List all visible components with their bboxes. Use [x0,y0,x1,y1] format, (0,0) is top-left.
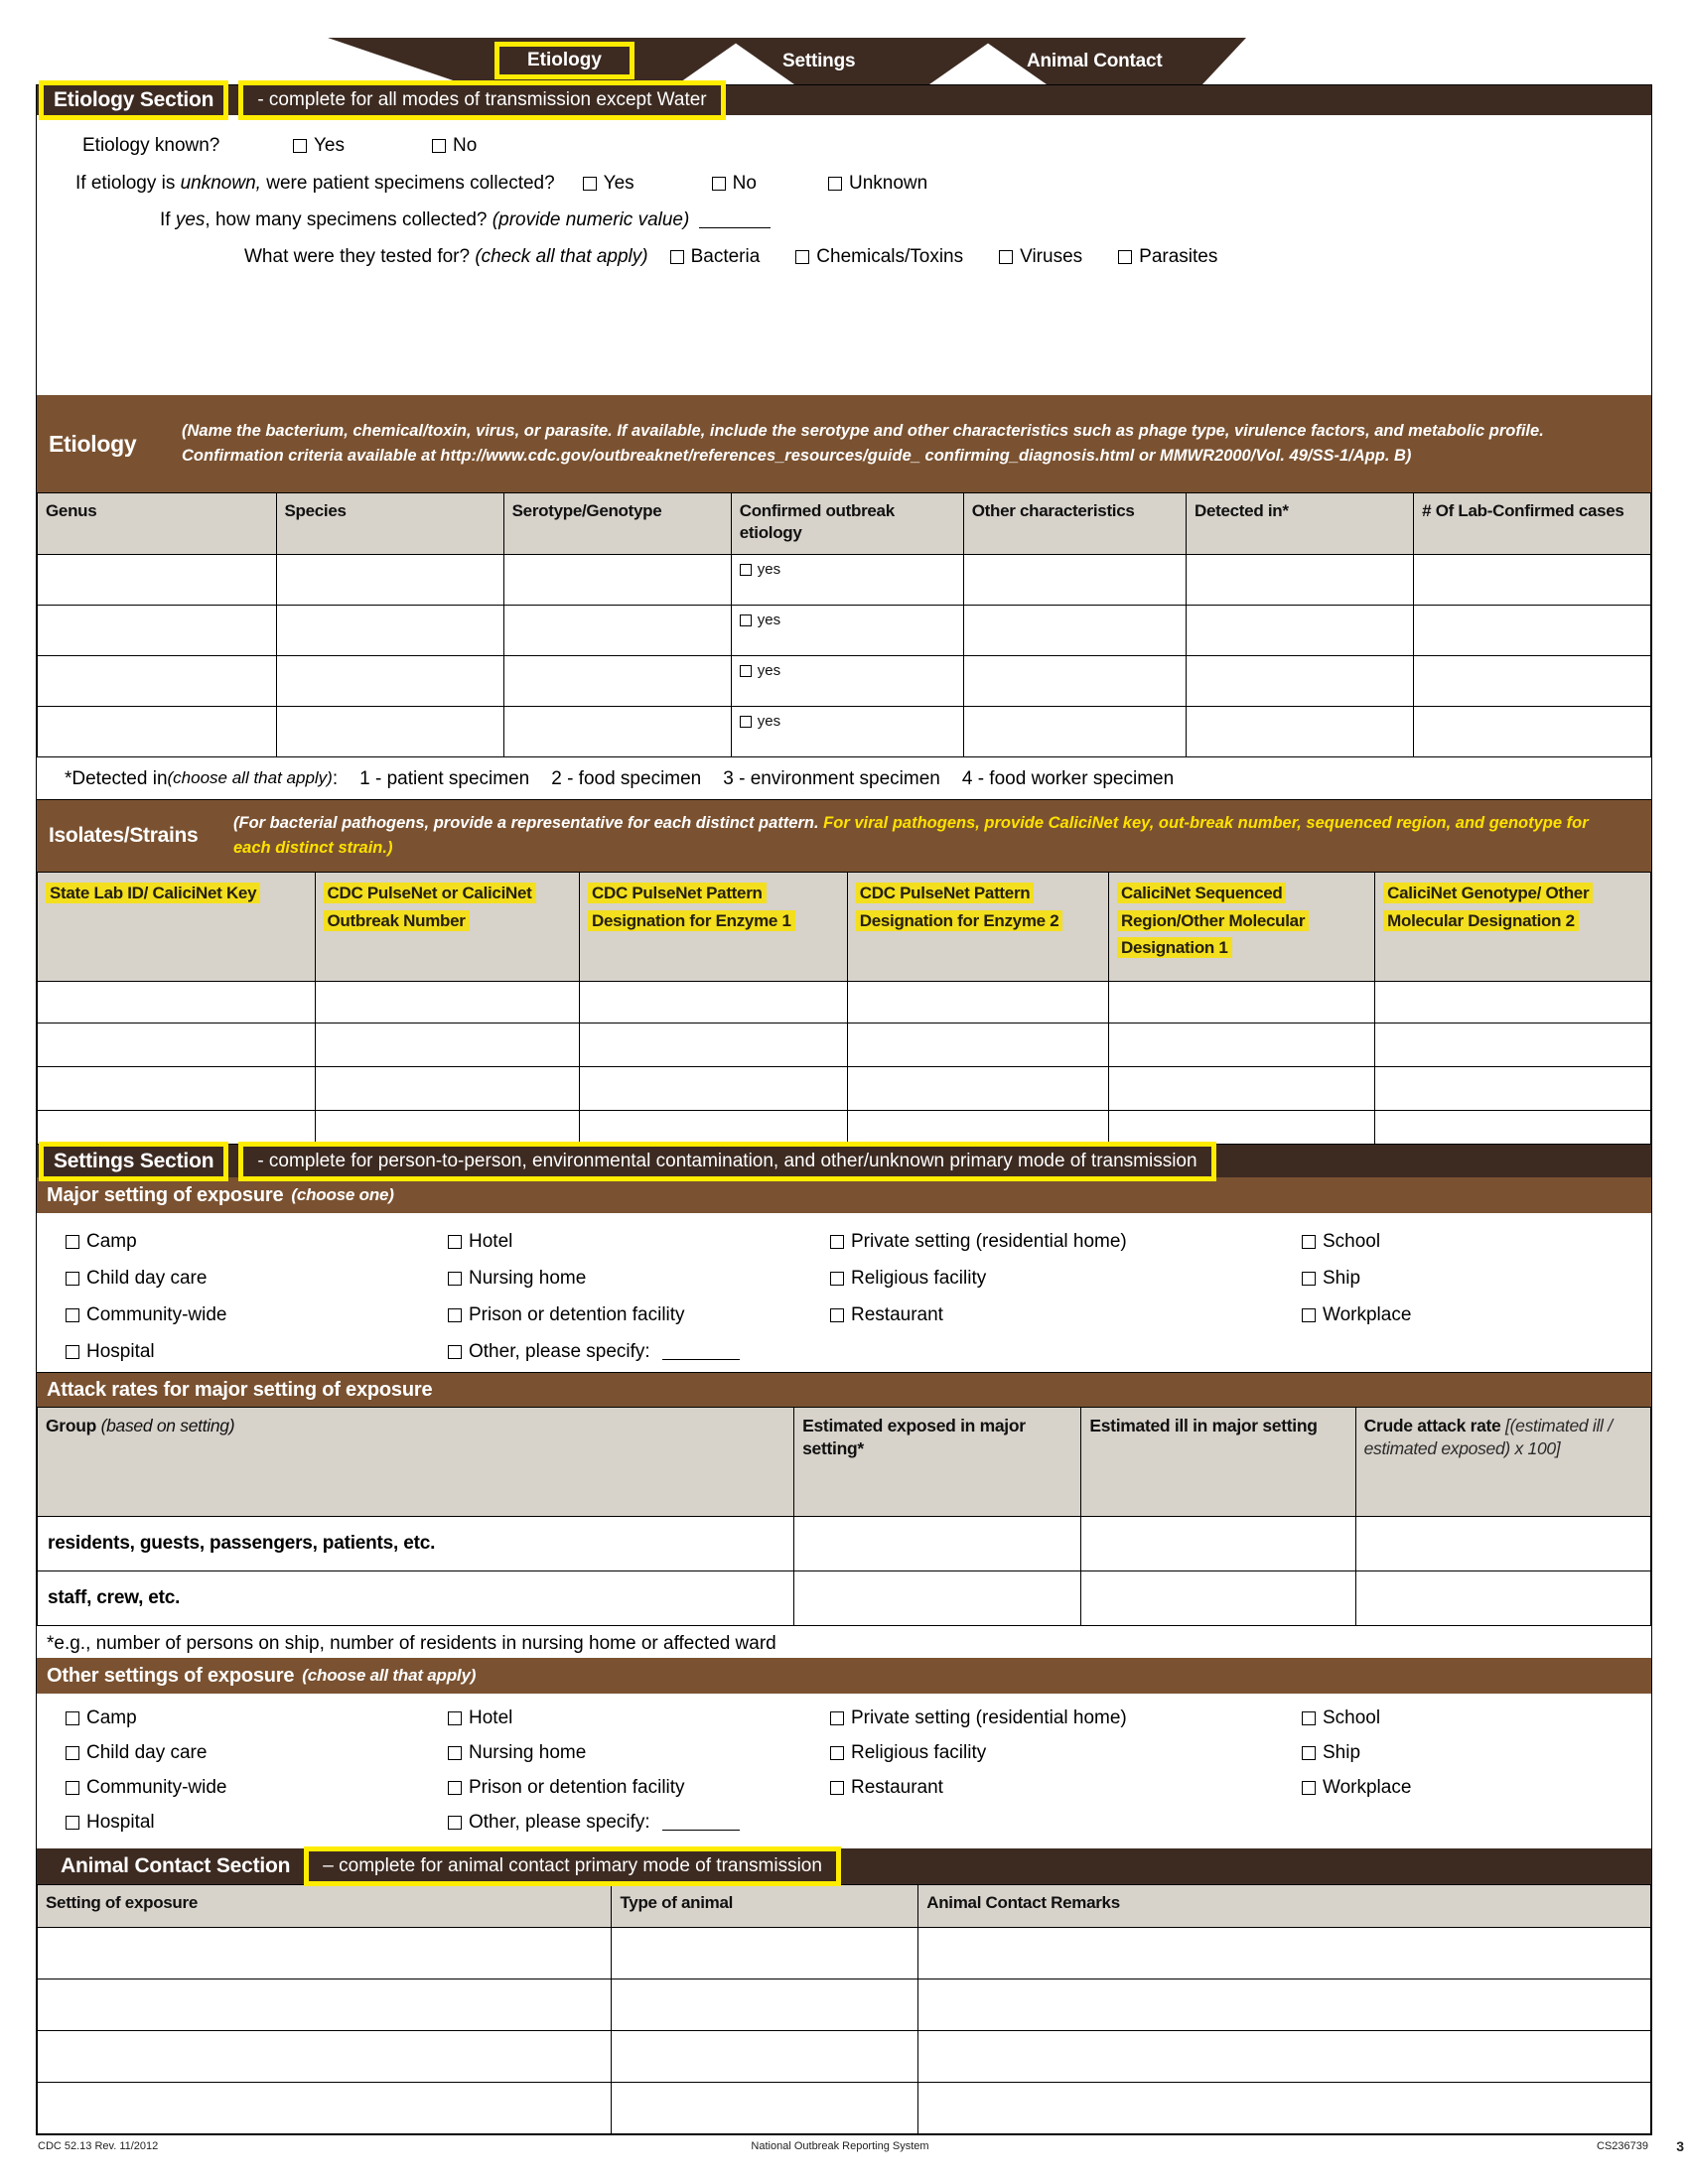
isolates-col-state-lab-id [38,873,316,982]
option-label: Workplace [1323,1777,1412,1798]
species-input-cell[interactable] [276,555,503,606]
specimens-no-label: No [732,173,757,194]
settings-section-title: Settings Section [39,1142,228,1181]
other-prison-checkbox[interactable] [448,1781,462,1795]
etiology-col-genus: Genus [38,493,277,555]
specimens-yes-label: Yes [603,173,634,194]
serotype-input-cell[interactable] [503,606,731,656]
isolates-input-cell[interactable] [315,1067,580,1111]
option-label: Workplace [1323,1304,1412,1325]
major-restaurant-checkbox[interactable] [830,1308,844,1322]
specimens-q-post: were patient specimens collected? [260,173,555,194]
crude-rate-input-cell[interactable] [1355,1571,1650,1626]
isolates-header-text: CaliciNet Sequenced Region/Other Molecular Designation 1 [1117,883,1309,958]
serotype-input-cell[interactable] [503,555,731,606]
detected-in-input-cell[interactable] [1187,656,1414,707]
isolates-note-yellow: For viral pathogens, provide CaliciNet key, out-break number, sequenced region, and genotype for each distinct strain.) [233,814,1589,857]
option-label: Child day care [86,1742,208,1763]
animal-type-input-cell[interactable] [612,1928,918,1979]
footer-page-number: 3 [1676,2138,1684,2154]
etiology-known-label: Etiology known? [82,135,220,156]
major-setting-heading: Major setting of exposure [47,1183,284,1206]
spacer [37,1841,1651,1848]
other-child-day-care-checkbox[interactable] [66,1746,79,1760]
settings-section-subtitle: - complete for person-to-person, environmental contamination, and other/unknown primary mode of transmission [238,1142,1215,1181]
other-hospital-checkbox[interactable] [66,1816,79,1830]
confirmed-yes-label: yes [757,662,781,679]
isolates-banner-note [233,811,1633,861]
confirmed-yes-label: yes [757,561,781,578]
question-tested-for [244,246,1651,268]
crude-rate-input-cell[interactable] [1355,1517,1650,1571]
other-settings-banner [37,1658,1651,1694]
options-column-4 [1302,1707,1411,1799]
option-label: Private setting (residential home) [851,1707,1127,1728]
group-header-qualifier: (based on setting) [100,1416,235,1435]
lab-confirmed-input-cell[interactable] [1414,555,1651,606]
option-label: Religious facility [851,1268,987,1289]
option-label: Community-wide [86,1777,227,1798]
major-ship-checkbox[interactable] [1302,1272,1316,1286]
other-nursing-home-checkbox[interactable] [448,1746,462,1760]
option-label: Other, please specify: [469,1812,650,1833]
animal-type-input-cell[interactable] [612,2031,918,2083]
major-private-setting-checkbox[interactable] [830,1235,844,1249]
isolates-row [38,1067,1651,1111]
isolates-col-sequenced-region [1109,873,1375,982]
isolates-row [38,982,1651,1024]
crude-header-qualifier: [(estimated ill / estimated exposed) x 100] [1363,1416,1613,1458]
option-label: Camp [86,1707,137,1728]
other-community-wide-checkbox[interactable] [66,1781,79,1795]
isolates-header-text: CaliciNet Genotype/ Other Molecular Designation 2 [1383,883,1593,931]
attack-row-residents [38,1517,1651,1571]
isolates-input-cell[interactable] [847,1024,1108,1067]
etiology-known-no-label: No [453,135,478,156]
attack-rates-banner [37,1372,1651,1407]
confirmed-etiology-cell [731,606,963,656]
etiology-col-lab-confirmed: # Of Lab-Confirmed cases [1414,493,1651,555]
option-label: Community-wide [86,1304,227,1325]
isolates-col-enzyme1 [580,873,848,982]
animal-setting-input-cell[interactable] [38,2031,612,2083]
animal-contact-title: Animal Contact Section [61,1854,291,1877]
major-school-checkbox[interactable] [1302,1235,1316,1249]
animal-col-setting: Setting of exposure [38,1885,612,1928]
serotype-input-cell[interactable] [503,656,731,707]
etiology-table [37,492,1651,757]
animal-remarks-input-cell[interactable] [918,2083,1651,2134]
option-label: Hospital [86,1812,155,1833]
option-label: School [1323,1707,1381,1728]
option-label: Other, please specify: [469,1341,650,1362]
isolates-input-cell[interactable] [580,1067,848,1111]
etiology-col-serotype: Serotype/Genotype [503,493,731,555]
isolates-input-cell[interactable] [1109,1067,1375,1111]
isolates-input-cell[interactable] [1109,1024,1375,1067]
outbreak-form-page [36,84,1652,2135]
attack-rates-title: Attack rates for major setting of exposure [47,1378,433,1401]
crude-header-bold: Crude attack rate [1363,1416,1506,1435]
detected-in-input-cell[interactable] [1187,707,1414,757]
isolates-header-text: CDC PulseNet or CaliciNet Outbreak Number [324,883,536,931]
major-setting-options [37,1213,1651,1372]
confirmed-yes-checkbox[interactable] [740,614,752,626]
count-q-mid: , how many specimens collected? [205,209,492,230]
option-label: Nursing home [469,1742,587,1763]
confirmed-yes-checkbox[interactable] [740,665,752,677]
etiology-questions [37,115,1651,395]
animal-remarks-input-cell[interactable] [918,2031,1651,2083]
species-input-cell[interactable] [276,656,503,707]
isolates-row [38,1111,1651,1145]
species-input-cell[interactable] [276,707,503,757]
major-religious-facility-checkbox[interactable] [830,1272,844,1286]
etiology-section-subtitle: - complete for all modes of transmission except Water [238,80,725,120]
confirmed-yes-checkbox[interactable] [740,564,752,576]
animal-type-input-cell[interactable] [612,2083,918,2134]
confirmed-etiology-cell [731,707,963,757]
other-characteristics-input-cell[interactable] [963,555,1186,606]
option-label: Ship [1323,1268,1361,1289]
isolates-input-cell[interactable] [38,1067,316,1111]
specimens-no-checkbox[interactable] [712,177,726,191]
animal-setting-input-cell[interactable] [38,2083,612,2134]
tested-parasites-checkbox[interactable] [1118,250,1132,264]
question-specimen-count [160,209,1651,231]
option-label: Hospital [86,1341,155,1362]
isolates-table [37,872,1651,1145]
attack-col-crude-rate [1355,1408,1650,1517]
footer-cs-number: CS236739 [1597,2140,1648,2152]
option-label: Hotel [469,1231,513,1252]
genus-input-cell[interactable] [38,707,277,757]
lab-confirmed-input-cell[interactable] [1414,606,1651,656]
detected-in-footnote [37,757,1651,799]
other-characteristics-input-cell[interactable] [963,606,1186,656]
species-input-cell[interactable] [276,606,503,656]
option-label: Prison or detention facility [469,1304,685,1325]
etiology-row [38,606,1651,656]
tested-q-em: (check all that apply) [475,246,648,267]
isolates-input-cell[interactable] [847,1067,1108,1111]
other-other-checkbox[interactable] [448,1816,462,1830]
count-q-em: yes [175,209,206,230]
detected-in-input-cell[interactable] [1187,606,1414,656]
isolates-input-cell[interactable] [1109,1111,1375,1145]
options-column-1 [66,1707,226,1834]
specimens-yes-checkbox[interactable] [583,177,597,191]
isolates-input-cell[interactable] [38,982,316,1024]
isolates-banner-label: Isolates/Strains [49,824,199,847]
options-column-1 [66,1231,226,1363]
confirmed-etiology-cell [731,555,963,606]
option-label: Nursing home [469,1268,587,1289]
animal-row [38,1928,1651,1979]
animal-row [38,2083,1651,2134]
etiology-section-title: Etiology Section [39,80,228,120]
etiology-known-yes-checkbox[interactable] [293,139,307,153]
options-column-2 [448,1707,740,1834]
lab-confirmed-input-cell[interactable] [1414,656,1651,707]
tested-bacteria-label: Bacteria [690,246,761,267]
tab-settings[interactable]: Settings [782,50,856,71]
animal-row [38,2031,1651,2083]
animal-col-type: Type of animal [612,1885,918,1928]
major-community-wide-checkbox[interactable] [66,1308,79,1322]
major-other-specify-blank[interactable] [662,1345,740,1360]
isolates-input-cell[interactable] [1109,982,1375,1024]
tab-bar [328,38,1246,84]
isolates-input-cell[interactable] [38,1111,316,1145]
isolates-col-outbreak-number [315,873,580,982]
confirmed-yes-label: yes [757,713,781,730]
etiology-row [38,555,1651,606]
confirmed-yes-checkbox[interactable] [740,716,752,728]
tested-chemicals-checkbox[interactable] [795,250,809,264]
genus-input-cell[interactable] [38,555,277,606]
settings-section-header [37,1145,1651,1177]
other-settings-options [37,1694,1651,1841]
confirmed-etiology-cell [731,656,963,707]
major-setting-banner [37,1177,1651,1213]
animal-setting-input-cell[interactable] [38,1928,612,1979]
count-q-em2: (provide numeric value) [492,209,690,230]
group-header-bold: Group [46,1416,101,1435]
animal-remarks-input-cell[interactable] [918,1928,1651,1979]
option-label: Private setting (residential home) [851,1231,1127,1252]
tested-q-label: What were they tested for? [244,246,476,267]
isolates-input-cell[interactable] [580,1024,848,1067]
major-camp-checkbox[interactable] [66,1235,79,1249]
detected-footnote-colon: : [332,768,339,789]
other-private-setting-checkbox[interactable] [830,1711,844,1725]
attack-row-staff [38,1571,1651,1626]
options-column-3 [830,1231,1127,1326]
serotype-input-cell[interactable] [503,707,731,757]
detected-footnote-em: (choose all that apply) [167,768,333,787]
other-camp-checkbox[interactable] [66,1711,79,1725]
detected-option-3: 3 - environment specimen [723,768,940,789]
option-label: Ship [1323,1742,1361,1763]
other-hotel-checkbox[interactable] [448,1711,462,1725]
detected-footnote-pre: *Detected in [65,768,168,789]
isolates-input-cell[interactable] [847,982,1108,1024]
major-other-checkbox[interactable] [448,1345,462,1359]
exposed-input-cell[interactable] [794,1517,1081,1571]
animal-contact-table [37,1884,1651,2134]
confirmed-yes-label: yes [757,612,781,628]
tested-viruses-checkbox[interactable] [999,250,1013,264]
isolates-input-cell[interactable] [315,982,580,1024]
count-q-pre: If [160,209,176,230]
tested-parasites-label: Parasites [1139,246,1218,267]
animal-contact-subtitle: – complete for animal contact primary mode of transmission [304,1846,841,1886]
tested-bacteria-checkbox[interactable] [670,250,684,264]
major-hotel-checkbox[interactable] [448,1235,462,1249]
footer-form-number: CDC 52.13 Rev. 11/2012 [38,2140,159,2152]
isolates-input-cell[interactable] [1375,1111,1651,1145]
option-label: Restaurant [851,1777,943,1798]
detected-option-1: 1 - patient specimen [359,768,530,789]
animal-contact-section-header [37,1848,1651,1884]
options-column-2 [448,1231,740,1363]
major-child-day-care-checkbox[interactable] [66,1272,79,1286]
other-characteristics-input-cell[interactable] [963,656,1186,707]
other-specify-blank[interactable] [662,1816,740,1831]
tab-animal-contact[interactable]: Animal Contact [1027,50,1163,71]
isolates-col-enzyme2 [847,873,1108,982]
attack-rates-table [37,1407,1651,1626]
question-specimens-collected [75,173,1651,195]
isolates-input-cell[interactable] [580,1111,848,1145]
etiology-table-banner [37,395,1651,492]
major-setting-qualifier: (choose one) [291,1185,394,1204]
animal-col-remarks: Animal Contact Remarks [918,1885,1651,1928]
options-column-4 [1302,1231,1411,1326]
etiology-col-detected-in: Detected in* [1187,493,1414,555]
isolates-banner [37,799,1651,872]
major-prison-checkbox[interactable] [448,1308,462,1322]
etiology-known-yes-label: Yes [314,135,345,156]
etiology-section-header [37,85,1651,115]
genus-input-cell[interactable] [38,606,277,656]
tested-viruses-label: Viruses [1020,246,1083,267]
detected-option-4: 4 - food worker specimen [961,768,1175,789]
isolates-note-white: (For bacterial pathogens, provide a representative for each distinct pattern. [233,814,824,833]
option-label: Religious facility [851,1742,987,1763]
tab-etiology[interactable] [494,42,634,79]
detected-in-input-cell[interactable] [1187,555,1414,606]
etiology-col-species: Species [276,493,503,555]
etiology-banner-note: (Name the bacterium, chemical/toxin, virus, or parasite. If available, include the serotype and other characteristics such as phage type, virulence factors, and metabolic profile. Confirmation criteria available at http://www.cdc.gov/outbreaknet/references_resources/guide_ confirming_diagnosis.html or MMWR2000/Vol. 49/SS-1/App. B) [182,422,1544,465]
option-label: Hotel [469,1707,513,1728]
isolates-input-cell[interactable] [847,1111,1108,1145]
other-settings-heading: Other settings of exposure [47,1664,295,1687]
other-ship-checkbox[interactable] [1302,1746,1316,1760]
attack-footnote: *e.g., number of persons on ship, number of residents in nursing home or affected ward [47,1633,776,1654]
question-etiology-known [82,115,1651,157]
option-label: School [1323,1231,1381,1252]
attack-col-ill: Estimated ill in major setting [1081,1408,1355,1517]
etiology-known-no-checkbox[interactable] [432,139,446,153]
specimens-q-pre: If etiology is [75,173,181,194]
specimen-count-blank[interactable] [699,213,771,228]
option-label: Prison or detention facility [469,1777,685,1798]
option-label: Child day care [86,1268,208,1289]
etiology-row [38,707,1651,757]
animal-setting-input-cell[interactable] [38,1979,612,2031]
option-label: Restaurant [851,1304,943,1325]
attack-col-group [38,1408,794,1517]
tested-chemicals-label: Chemicals/Toxins [816,246,964,267]
other-settings-qualifier: (choose all that apply) [302,1666,477,1685]
etiology-banner-label: Etiology [49,430,137,457]
attack-group-staff: staff, crew, etc. [38,1571,794,1626]
tab-etiology-label: Etiology [527,50,602,70]
animal-type-input-cell[interactable] [612,1979,918,2031]
footer-system-name: National Outbreak Reporting System [751,2140,929,2152]
exposed-input-cell[interactable] [794,1571,1081,1626]
isolates-input-cell[interactable] [1375,982,1651,1024]
other-characteristics-input-cell[interactable] [963,707,1186,757]
option-label: Camp [86,1231,137,1252]
major-hospital-checkbox[interactable] [66,1345,79,1359]
other-religious-facility-checkbox[interactable] [830,1746,844,1760]
ill-input-cell[interactable] [1081,1571,1355,1626]
isolates-input-cell[interactable] [1375,1067,1651,1111]
genus-input-cell[interactable] [38,656,277,707]
isolates-header-text: CDC PulseNet Pattern Designation for Enzyme 2 [856,883,1063,931]
attack-group-residents: residents, guests, passengers, patients, etc. [38,1517,794,1571]
isolates-input-cell[interactable] [315,1024,580,1067]
etiology-col-confirmed: Confirmed outbreak etiology [731,493,963,555]
major-workplace-checkbox[interactable] [1302,1308,1316,1322]
isolates-row [38,1024,1651,1067]
isolates-input-cell[interactable] [315,1111,580,1145]
etiology-row [38,656,1651,707]
isolates-input-cell[interactable] [38,1024,316,1067]
animal-remarks-input-cell[interactable] [918,1979,1651,2031]
ill-input-cell[interactable] [1081,1517,1355,1571]
detected-option-2: 2 - food specimen [551,768,702,789]
other-school-checkbox[interactable] [1302,1711,1316,1725]
specimens-unknown-label: Unknown [848,173,928,194]
specimens-unknown-checkbox[interactable] [828,177,842,191]
other-restaurant-checkbox[interactable] [830,1781,844,1795]
isolates-header-text: State Lab ID/ CaliciNet Key [46,883,260,903]
isolates-input-cell[interactable] [580,982,848,1024]
isolates-header-text: CDC PulseNet Pattern Designation for Enzyme 1 [588,883,795,931]
lab-confirmed-input-cell[interactable] [1414,707,1651,757]
isolates-input-cell[interactable] [1375,1024,1651,1067]
attack-col-exposed: Estimated exposed in major setting* [794,1408,1081,1517]
other-workplace-checkbox[interactable] [1302,1781,1316,1795]
major-nursing-home-checkbox[interactable] [448,1272,462,1286]
specimens-q-em: unknown, [180,173,261,194]
isolates-col-genotype [1375,873,1651,982]
options-column-3 [830,1707,1127,1799]
etiology-col-other-characteristics: Other characteristics [963,493,1186,555]
animal-row [38,1979,1651,2031]
